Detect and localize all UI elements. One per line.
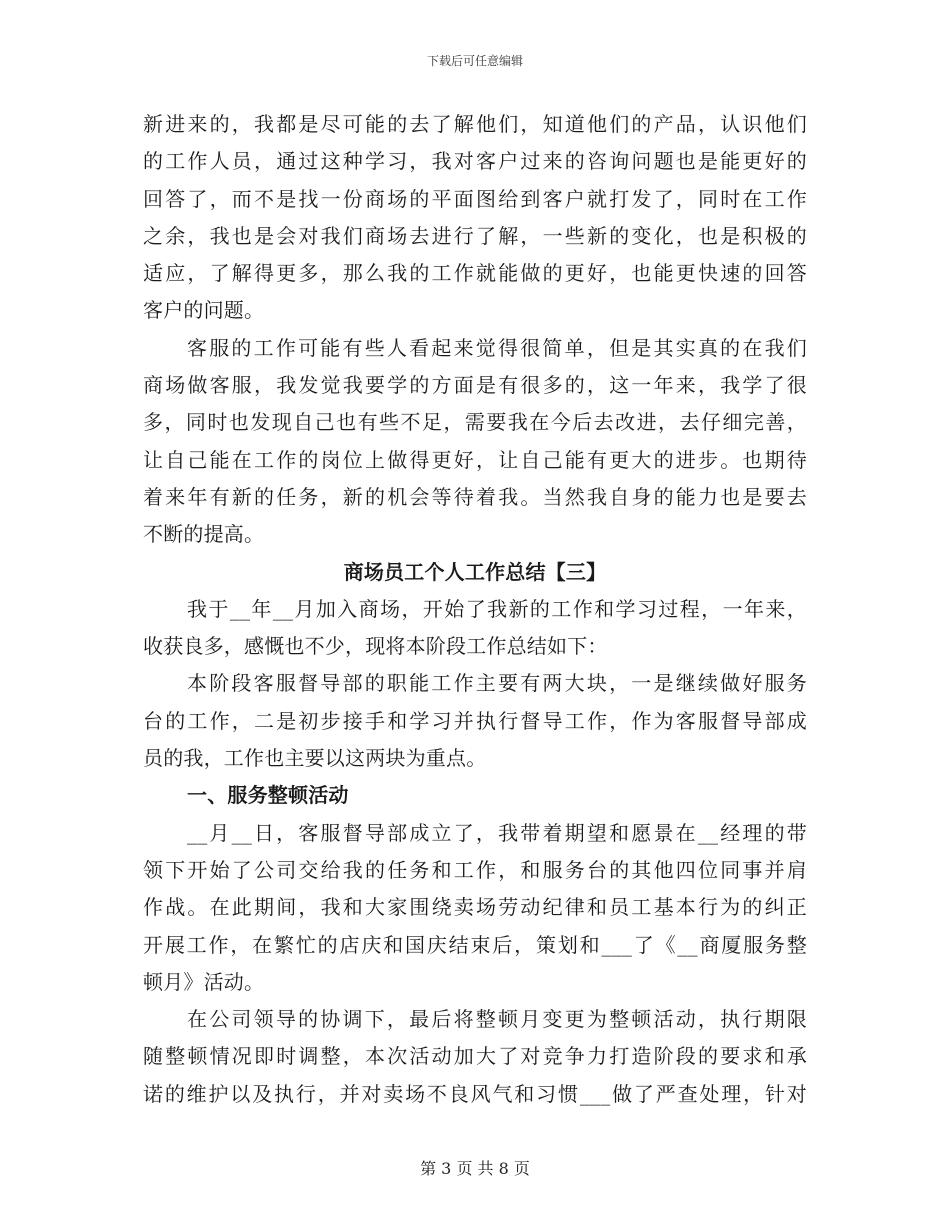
text-line: 台的工作，二是初步接手和学习并执行督导工作，作为客服督导部成 (143, 708, 807, 733)
text-line: 回答了，而不是找一份商场的平面图给到客户就打发了，同时在工作 (143, 186, 807, 211)
text-line: 诺的维护以及执行，并对卖场不良风气和习惯___做了严查处理，针对 (143, 1081, 807, 1106)
text-line: 不断的提高。 (143, 522, 265, 547)
text-line: 商场做客服，我发觉我要学的方面是有很多的，这一年来，我学了很 (143, 373, 807, 398)
text-line: 着来年有新的任务，新的机会等待着我。当然我自身的能力也是要去 (143, 484, 807, 509)
paragraph-start-line: 客服的工作可能有些人看起来觉得很简单，但是其实真的在我们 (187, 335, 807, 360)
text-line: 让自己能在工作的岗位上做得更好，让自己能有更大的进步。也期待 (143, 447, 807, 472)
document-body (143, 106, 807, 1113)
text-line: 顿月》活动。 (143, 969, 265, 994)
paragraph-start-line: 我于__年__月加入商场，开始了我新的工作和学习过程，一年来， (187, 596, 807, 621)
text-line: 多，同时也发现自己也有些不足，需要我在今后去改进，去仔细完善， (143, 410, 807, 435)
text-line: 随整顿情况即时调整，本次活动加大了对竞争力打造阶段的要求和承 (143, 1044, 807, 1069)
page-number: 第 3 页 共 8 页 (420, 1159, 530, 1178)
text-line: 客户的问题。 (143, 298, 265, 323)
page-header: 下载后可任意编辑 (426, 54, 523, 68)
text-line: 之余，我也是会对我们商场去进行了解，一些新的变化，也是积极的 (143, 223, 807, 248)
paragraph-start-line: 本阶段客服督导部的职能工作主要有两大块，一是继续做好服务 (187, 671, 807, 696)
text-line: 员的我，工作也主要以这两块为重点。 (143, 746, 487, 771)
text-line: 新进来的，我都是尽可能的去了解他们，知道他们的产品，认识他们 (143, 112, 807, 136)
paragraph-start-line: __月__日，客服督导部成立了，我带着期望和愿景在__经理的带 (187, 820, 807, 845)
text-line: 的工作人员，通过这种学习，我对客户过来的咨询问题也是能更好的 (143, 149, 807, 174)
text-line: 作战。在此期间，我和大家围绕卖场劳动纪律和员工基本行为的纠正 (143, 895, 807, 920)
text-line: 适应，了解得更多，那么我的工作就能做的更好，也能更快速的回答 (143, 261, 807, 286)
subsection-heading: 一、服务整顿活动 (187, 783, 349, 808)
text-line: 收获良多，感慨也不少，现将本阶段工作总结如下： (143, 634, 608, 659)
text-line: 领下开始了公司交给我的任务和工作，和服务台的其他四位同事并肩 (143, 857, 807, 882)
text-line: 开展工作，在繁忙的店庆和国庆结束后，策划和___了《__商厦服务整 (143, 932, 807, 957)
section-title: 商场员工个人工作总结【三】 (343, 559, 607, 584)
paragraph-start-line: 在公司领导的协调下，最后将整顿月变更为整顿活动，执行期限 (187, 1007, 807, 1032)
